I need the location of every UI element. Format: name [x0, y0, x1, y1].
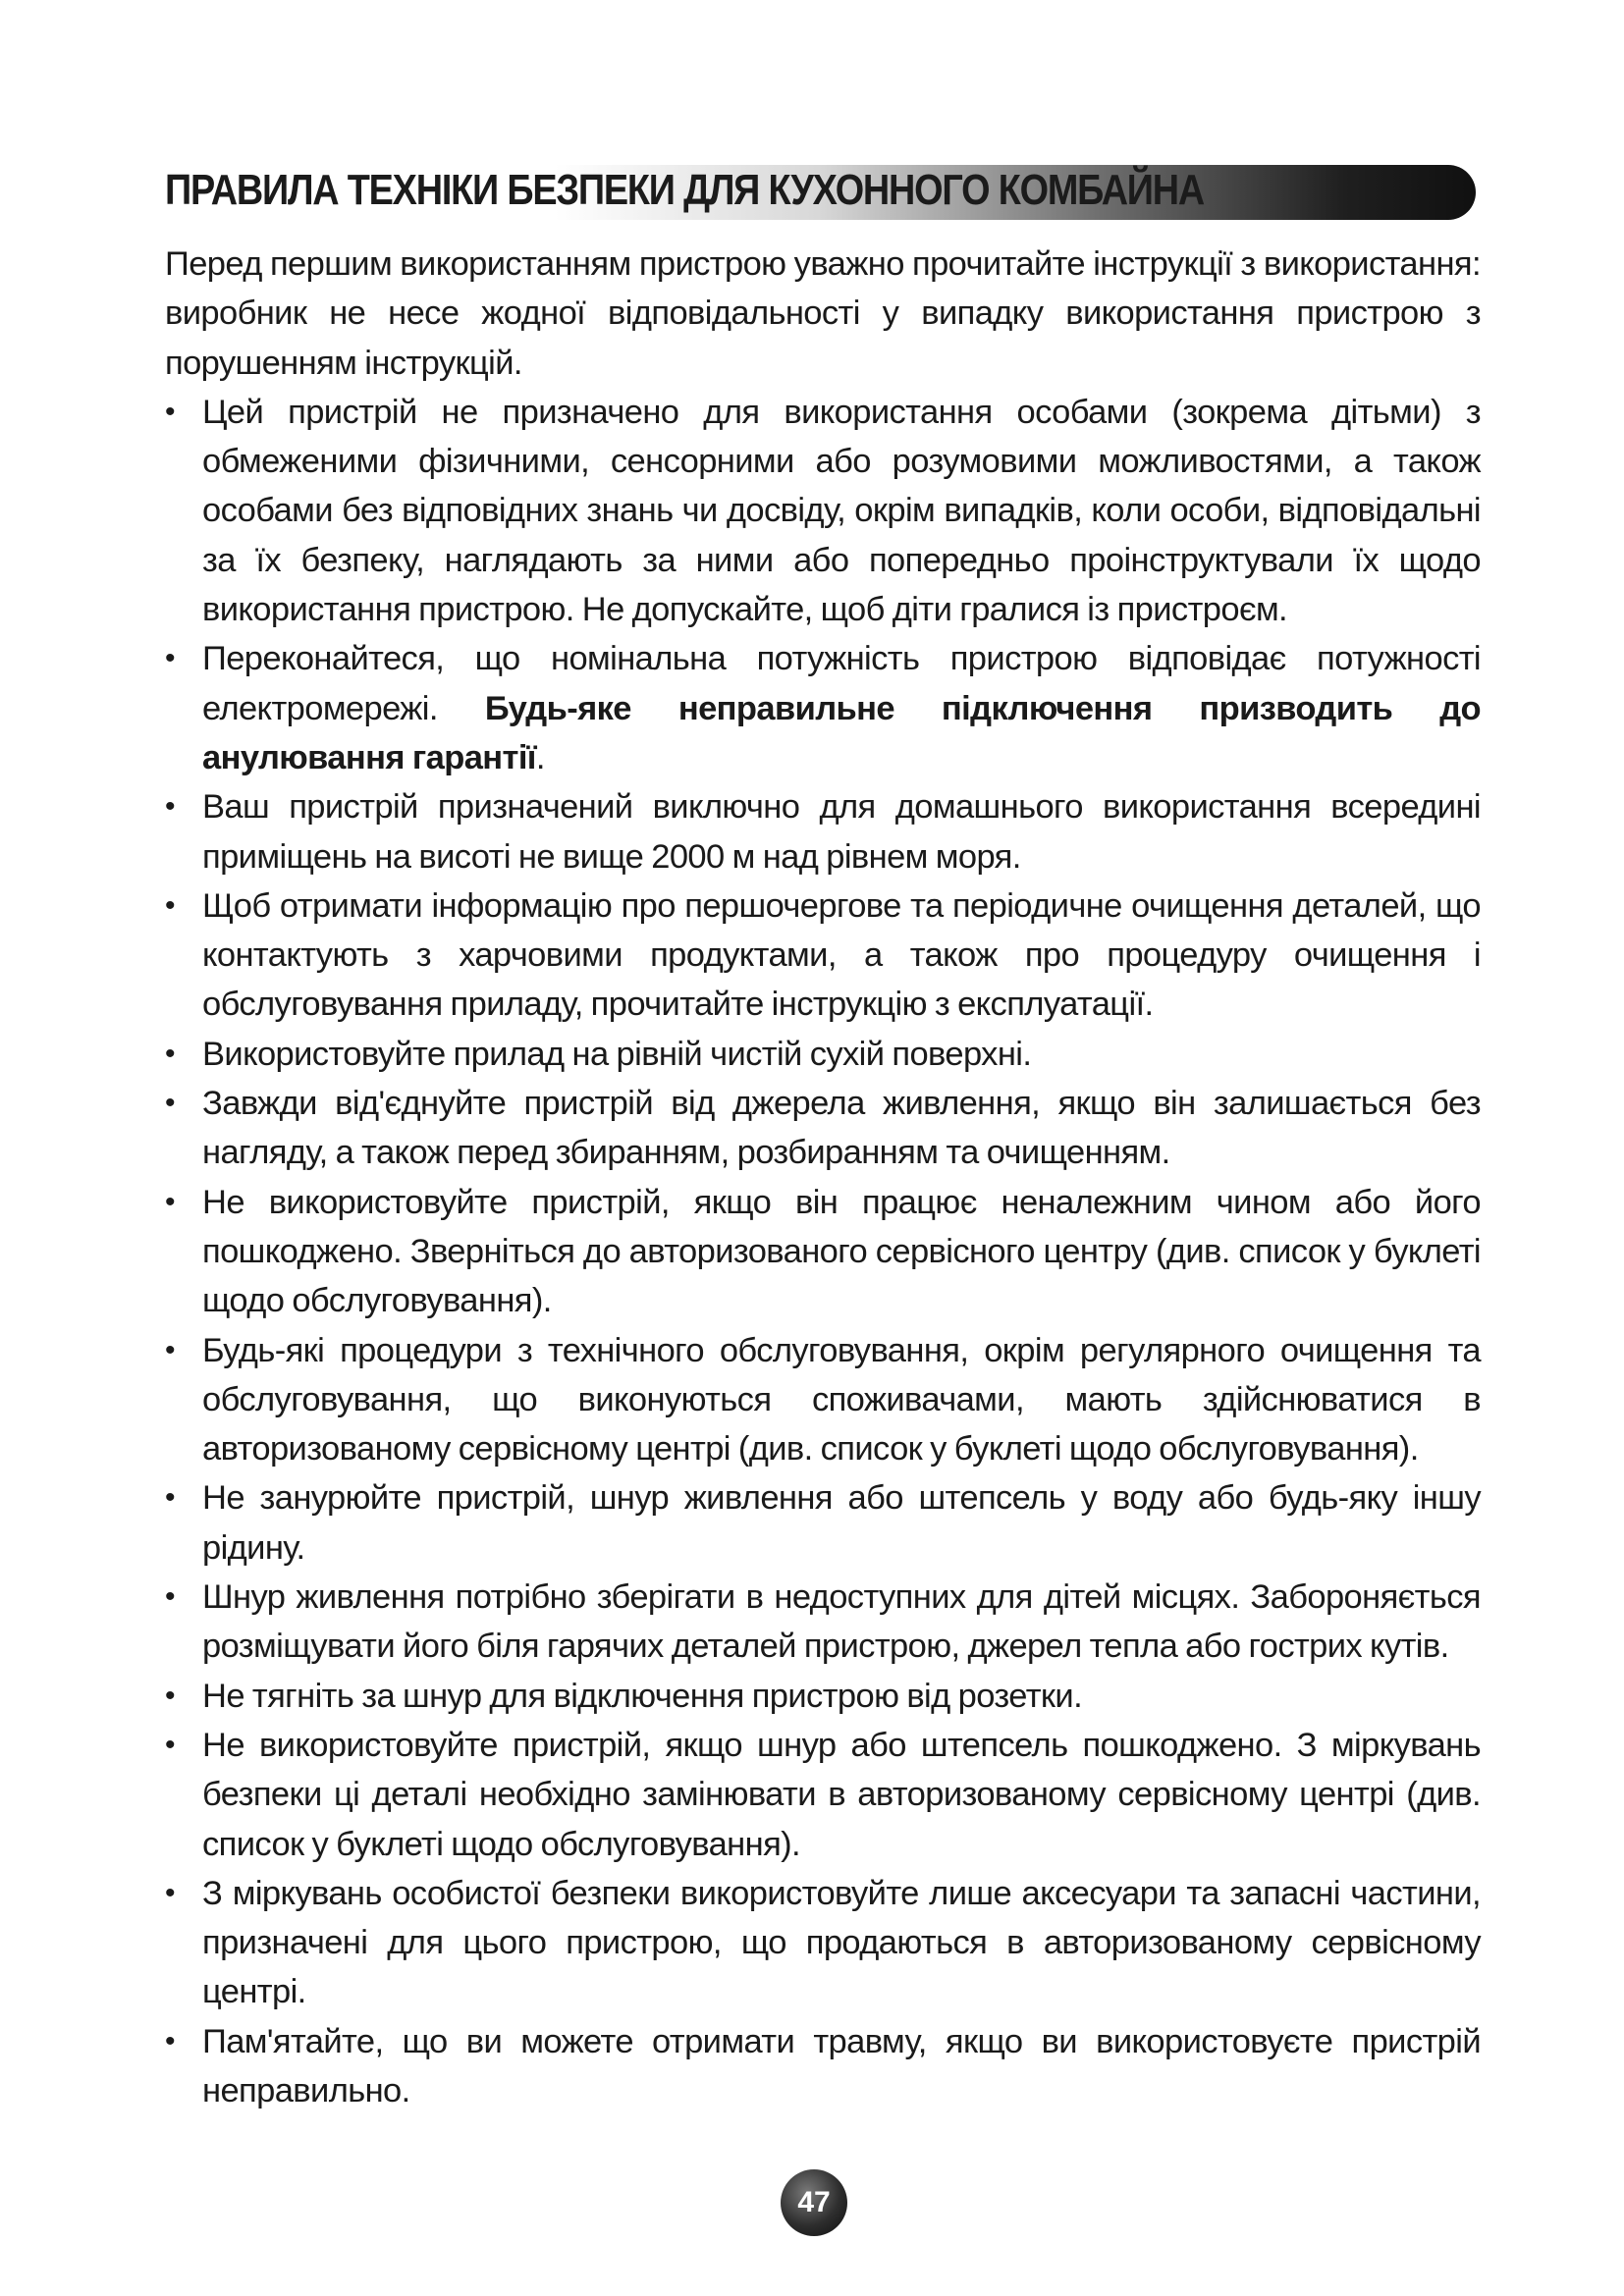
bullet-icon: •	[165, 1679, 175, 1712]
list-item-text-tail: .	[535, 738, 545, 776]
bullet-icon: •	[165, 1876, 175, 1909]
bullet-icon: •	[165, 790, 175, 824]
safety-instructions	[165, 240, 1481, 2115]
bullet-icon: •	[165, 2024, 175, 2057]
bullet-icon: •	[165, 395, 175, 428]
list-item	[165, 782, 1481, 881]
list-item-text: Будь-які процедури з технічного обслуговування, окрім регулярного очищення та обслуговування, що виконуються споживачами, мають здійснюватися в авторизованому сервісному центрі (див. список у буклеті щодо обслуговування).	[202, 1331, 1481, 1468]
bullet-icon: •	[165, 1728, 175, 1761]
bullet-icon: •	[165, 1185, 175, 1218]
bullet-icon: •	[165, 1087, 175, 1120]
bullet-icon: •	[165, 1333, 175, 1366]
list-item	[165, 1573, 1481, 1672]
list-item	[165, 1869, 1481, 2017]
list-item-text: Щоб отримати інформацію про першочергове та періодичне очищення деталей, що контактують з харчовими продуктами, а також про процедуру очищення і обслуговування приладу, прочитайте інструкцію з експлуатації.	[202, 886, 1481, 1024]
list-item-text: Пам'ятайте, що ви можете отримати травму, якщо ви використовуєте пристрій неправильно.	[202, 2022, 1481, 2109]
warranty-warning: Будь-яке неправильне підключення призводить до анулювання гарантії	[202, 689, 1481, 776]
list-item	[165, 1721, 1481, 1869]
list-item-text: Шнур живлення потрібно зберігати в недоступних для дітей місцях. Забороняється розміщувати його біля гарячих деталей пристрою, джерел тепла або гострих кутів.	[202, 1578, 1481, 1666]
bullet-icon: •	[165, 642, 175, 675]
list-item-text: Не занурюйте пристрій, шнур живлення або штепсель у воду або будь-яку іншу рідину.	[202, 1479, 1481, 1567]
list-item-text: Завжди від'єднуйте пристрій від джерела живлення, якщо він залишається без нагляду, а також перед збиранням, розбиранням та очищенням.	[202, 1085, 1481, 1172]
bullet-icon: •	[165, 1481, 175, 1515]
list-item	[165, 634, 1481, 782]
list-item	[165, 1079, 1481, 1178]
list-item	[165, 388, 1481, 634]
list-item-text: Ваш пристрій призначений виключно для домашнього використання всередині приміщень на висоті не вище 2000 м над рівнем моря.	[202, 788, 1481, 876]
list-item	[165, 2017, 1481, 2116]
list-item	[165, 1030, 1481, 1079]
page-title: ПРАВИЛА ТЕХНІКИ БЕЗПЕКИ ДЛЯ КУХОННОГО КОМБАЙНА	[165, 166, 1205, 214]
bullet-icon: •	[165, 1580, 175, 1614]
safety-list	[165, 388, 1481, 2115]
list-item	[165, 1473, 1481, 1573]
list-item-text-plain: Переконайтеся, що номінальна потужність пристрою відповідає потужності електромережі.	[202, 640, 1481, 727]
list-item-text: Не тягніть за шнур для відключення пристрою від розетки.	[202, 1677, 1083, 1715]
list-item	[165, 881, 1481, 1030]
page-number-badge: 47	[781, 2169, 847, 2236]
list-item-text: Не використовуйте пристрій, якщо він працює неналежним чином або його пошкоджено. Зверніться до авторизованого сервісного центру (див. список у буклеті щодо обслуговування).	[202, 1183, 1481, 1320]
bullet-icon: •	[165, 888, 175, 922]
list-item-text: Використовуйте прилад на рівній чистій сухій поверхні.	[202, 1035, 1032, 1073]
list-item-text	[202, 634, 1481, 782]
list-item	[165, 1672, 1481, 1721]
list-item	[165, 1178, 1481, 1326]
list-item-text: Цей пристрій не призначено для використання особами (зокрема дітьми) з обмеженими фізичними, сенсорними або розумовими можливостями, а також особами без відповідних знань чи досвіду, окрім випадків, коли особи, відповідальні за їх безпеку, наглядають за ними або попередньо проінструктували їх щодо використання пристрою. Не допускайте, щоб діти гралися із пристроєм.	[202, 393, 1481, 629]
list-item-text: З міркувань особистої безпеки використовуйте лише аксесуари та запасні частини, призначені для цього пристрою, що продаються в авторизованому сервісному центрі.	[202, 1874, 1481, 2011]
intro-paragraph: Перед першим використанням пристрою уважно прочитайте інструкції з використання: виробник не несе жодної відповідальності у випадку використання пристрою з порушенням інструкцій.	[165, 245, 1481, 382]
list-item	[165, 1326, 1481, 1474]
list-item-text: Не використовуйте пристрій, якщо шнур або штепсель пошкоджено. З міркувань безпеки ці деталі необхідно замінювати в авторизованому сервісному центрі (див. список у буклеті щодо обслуговування).	[202, 1726, 1481, 1863]
bullet-icon: •	[165, 1037, 175, 1070]
